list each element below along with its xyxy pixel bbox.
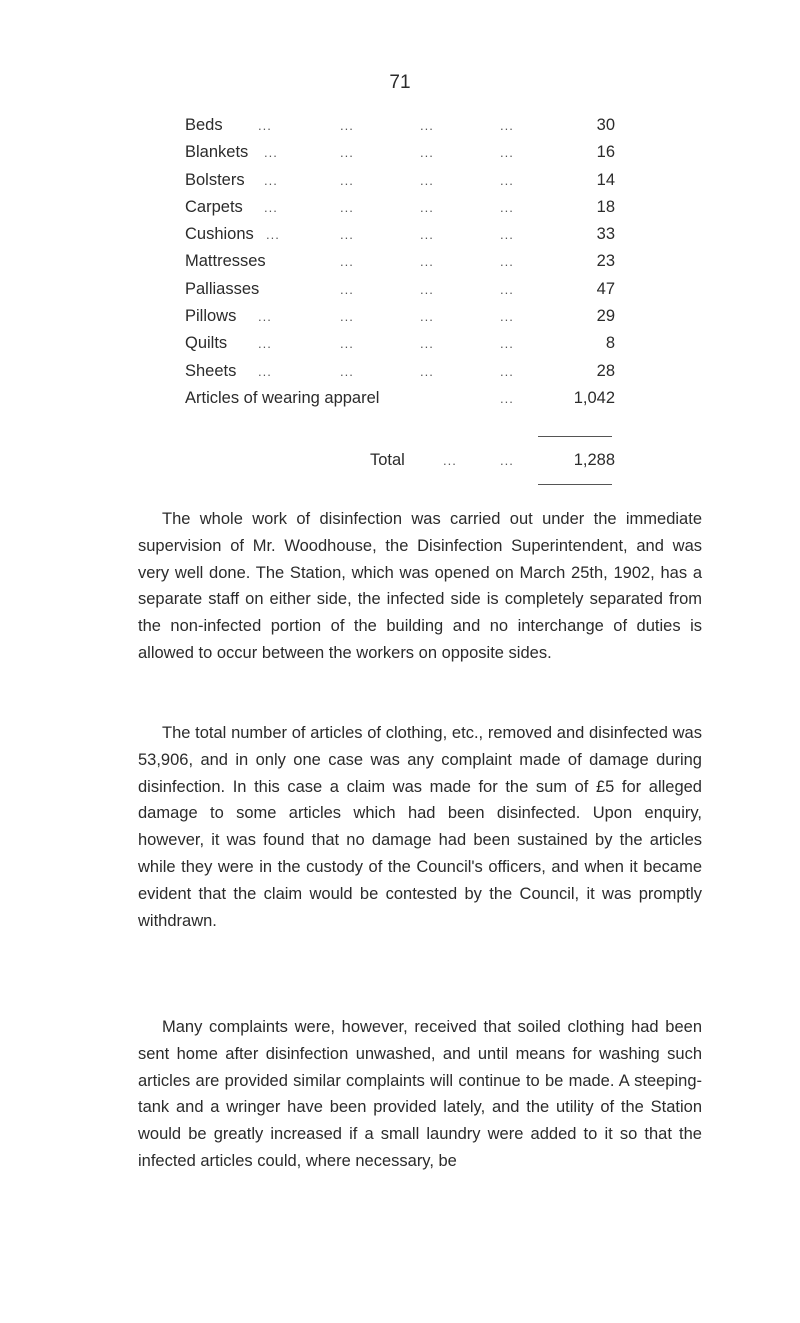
table-row [185,116,615,143]
leader-dots: ... [258,336,272,352]
leader-dots: ... [264,199,278,215]
leader-dots: ... [500,453,514,468]
leader-dots: ... [500,118,514,133]
row-value: 1,042 [573,388,615,407]
row-value: 33 [596,225,615,244]
leader-dots: ... [340,363,354,379]
leader-dots: ... [500,227,514,243]
leader-dots: ... [258,363,272,379]
leader-dots: ... [500,390,514,406]
leader-dots: ... [420,254,434,270]
leader-dots: ... [266,227,280,243]
row-value: 47 [596,279,615,298]
table-row [185,362,615,389]
table-row [185,334,615,361]
leader-dots: ... [340,227,354,243]
leader-dots: ... [340,254,354,270]
row-label: Articles of wearing apparel [185,388,380,407]
table-row [185,252,615,279]
leader-dots: ... [340,309,354,325]
row-label: Beds [185,116,223,134]
total-row [185,451,615,479]
leader-dots: ... [500,336,514,352]
row-label: Sheets [185,361,237,380]
leader-dots: ... [420,309,434,325]
leader-dots: ... [420,336,434,352]
row-label: Carpets [185,197,243,216]
leader-dots: ... [340,336,354,352]
leader-dots: ... [420,172,434,188]
row-value: 8 [605,334,615,353]
leader-dots: ... [258,118,272,133]
leader-dots: ... [500,363,514,379]
table-row [185,225,615,252]
leader-dots: ... [420,199,434,215]
leader-dots: ... [500,199,514,215]
total-rule [538,484,612,485]
leader-dots: ... [500,172,514,188]
leader-dots: ... [443,453,457,468]
leader-dots: ... [420,281,434,297]
leader-dots: ... [264,172,278,188]
row-label: Blankets [185,143,249,162]
leader-dots: ... [340,281,354,297]
row-label: Palliasses [185,279,260,298]
table-row [185,280,615,307]
table-row [185,143,615,170]
paragraph-damage-claim: The total number of articles of clothing, etc., removed and disinfected was 53,906, and in only one case was any complaint made of damage during disinfection. In this case a claim was made for the sum of £5 for alleged damage to some articles which had been disinfected. Upon enquiry, however, it was found that no damage had been sustained by the articles while they were in the custody of the Council's officers, and when it became evident that the claim would be contested by the Council, it was promptly withdrawn. [138,724,702,930]
row-value: 18 [596,197,615,216]
row-value: 23 [596,252,615,271]
disinfection-articles-table [185,116,615,416]
leader-dots: ... [500,145,514,161]
paragraph-supervision: The whole work of disinfection was carried out under the immediate supervision of Mr. Woodhouse, the Disinfection Superintendent, and was very well done. The Station, which was opened on March 25th, 1902, has a separate staff on either side, the infected side is completely separated from the non-infected portion of the building and no interchange of duties is allowed to occur between the workers on opposite sides. [138,510,702,662]
subtotal-rule [538,436,612,437]
leader-dots: ... [500,254,514,270]
leader-dots: ... [500,281,514,297]
row-label: Quilts [185,334,228,353]
row-value: 16 [596,143,615,162]
leader-dots: ... [264,145,278,161]
table-row [185,198,615,225]
row-label: Pillows [185,307,237,326]
row-value: 30 [596,116,615,134]
total-value: 1,288 [573,451,615,469]
leader-dots: ... [420,118,434,133]
leader-dots: ... [420,227,434,243]
leader-dots: ... [340,199,354,215]
table-row [185,389,615,416]
row-value: 28 [596,361,615,380]
total-label: Total [370,451,405,469]
row-label: Cushions [185,225,254,244]
leader-dots: ... [420,363,434,379]
table-row [185,307,615,334]
leader-dots: ... [340,118,354,133]
row-label: Mattresses [185,252,266,271]
row-value: 29 [596,307,615,326]
table-row [185,171,615,198]
leader-dots: ... [420,145,434,161]
row-value: 14 [596,170,615,189]
paragraph-complaints: Many complaints were, however, received that soiled clothing had been sent home after disinfection unwashed, and until means for washing such articles are provided similar complaints will continue to be made. A steeping-tank and a wringer have been provided lately, and the utility of the Station would be greatly increased if a small laundry were added to it so that the infected articles could, where necessary, be [138,1018,702,1170]
page-number: 71 [389,72,411,93]
row-label: Bolsters [185,170,245,189]
leader-dots: ... [340,145,354,161]
leader-dots: ... [258,309,272,325]
leader-dots: ... [340,172,354,188]
leader-dots: ... [500,309,514,325]
